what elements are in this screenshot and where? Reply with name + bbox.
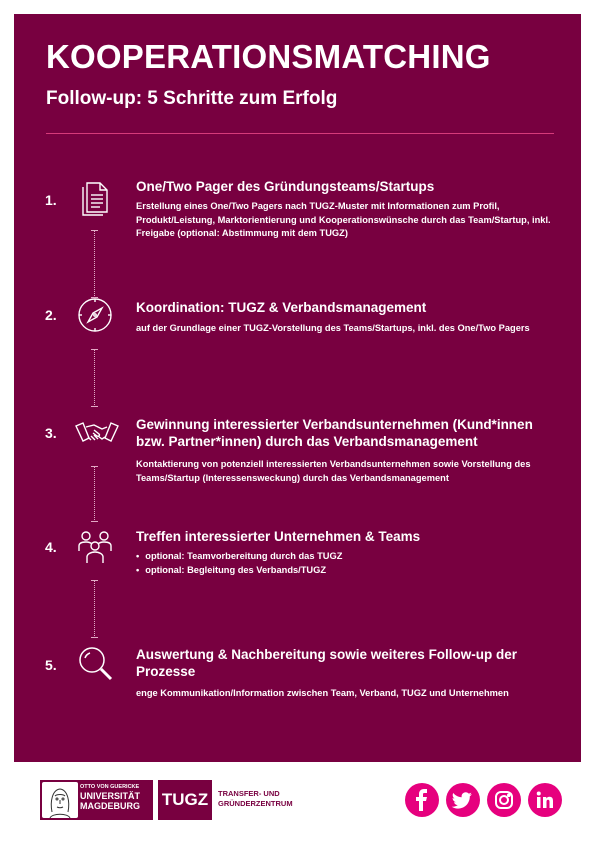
university-name: OTTO VON GUERICKE UNIVERSITÄT MAGDEBURG [80, 784, 141, 811]
step-connector [94, 466, 95, 522]
header-divider [46, 133, 554, 134]
step-1-description: Erstellung eines One/Two Pagers nach TUGZ-Muster mit Informationen zum Profil, Produkt/Leistung, Marktorientierung und Kooperationswünsche durch das Team/Startup, inkl. Freigabe (optional: Abstimmung mit dem TUGZ) [136, 201, 551, 238]
list-item: • optional: Begleitung des Verbands/TUGZ [136, 563, 556, 577]
people-group-icon [76, 527, 114, 565]
tugz-logo: TUGZ [158, 780, 212, 820]
step-1-title: One/Two Pager des Gründungsteams/Startups [136, 179, 435, 194]
page-subtitle: Follow-up: 5 Schritte zum Erfolg [46, 88, 338, 109]
guericke-portrait-icon [42, 782, 78, 818]
step-3-title: Gewinnung interessierter Verbandsunternehmen (Kund*innen bzw. Partner*innen) durch das Verbandsmanagement [136, 417, 533, 449]
step-2-description: auf der Grundlage einer TUGZ-Vorstellung des Teams/Startups, inkl. des One/Two Pagers [136, 323, 530, 333]
step-connector [94, 230, 95, 298]
step-4-title: Treffen interessierter Unternehmen & Teams [136, 529, 421, 544]
step-3-number: 3. [45, 425, 57, 441]
tugz-name: TRANSFER- UND GRÜNDERZENTRUM [218, 789, 293, 808]
step-5-description: enge Kommunikation/Information zwischen Team, Verband, TUGZ und Unternehmen [136, 688, 509, 698]
linkedin-icon[interactable] [528, 783, 562, 817]
step-2-number: 2. [45, 307, 57, 323]
facebook-icon[interactable] [405, 783, 439, 817]
instagram-icon[interactable] [487, 783, 521, 817]
compass-icon [76, 296, 114, 334]
step-5-number: 5. [45, 657, 57, 673]
footer [0, 762, 595, 842]
twitter-icon[interactable] [446, 783, 480, 817]
step-1-number: 1. [45, 192, 57, 208]
content-panel [14, 14, 581, 762]
university-logo [40, 780, 153, 820]
document-icon [76, 178, 114, 216]
handshake-icon [74, 414, 120, 452]
step-3-description: Kontaktierung von potenziell interessierten Verbandsunternehmen sowie Vorstellung des Teams/Startup (Interessensweckung) durch das Verbandsmanagement [136, 459, 531, 483]
page-title: KOOPERATIONSMATCHING [46, 38, 491, 75]
step-connector [94, 580, 95, 638]
magnifier-icon [76, 644, 114, 682]
step-connector [94, 349, 95, 407]
step-4-number: 4. [45, 539, 57, 555]
step-5-title: Auswertung & Nachbereitung sowie weiteres Follow-up der Prozesse [136, 647, 518, 679]
list-item: • optional: Teamvorbereitung durch das TUGZ [136, 549, 556, 563]
step-2-title: Koordination: TUGZ & Verbandsmanagement [136, 300, 427, 315]
step-4-bullet-list [136, 549, 556, 577]
